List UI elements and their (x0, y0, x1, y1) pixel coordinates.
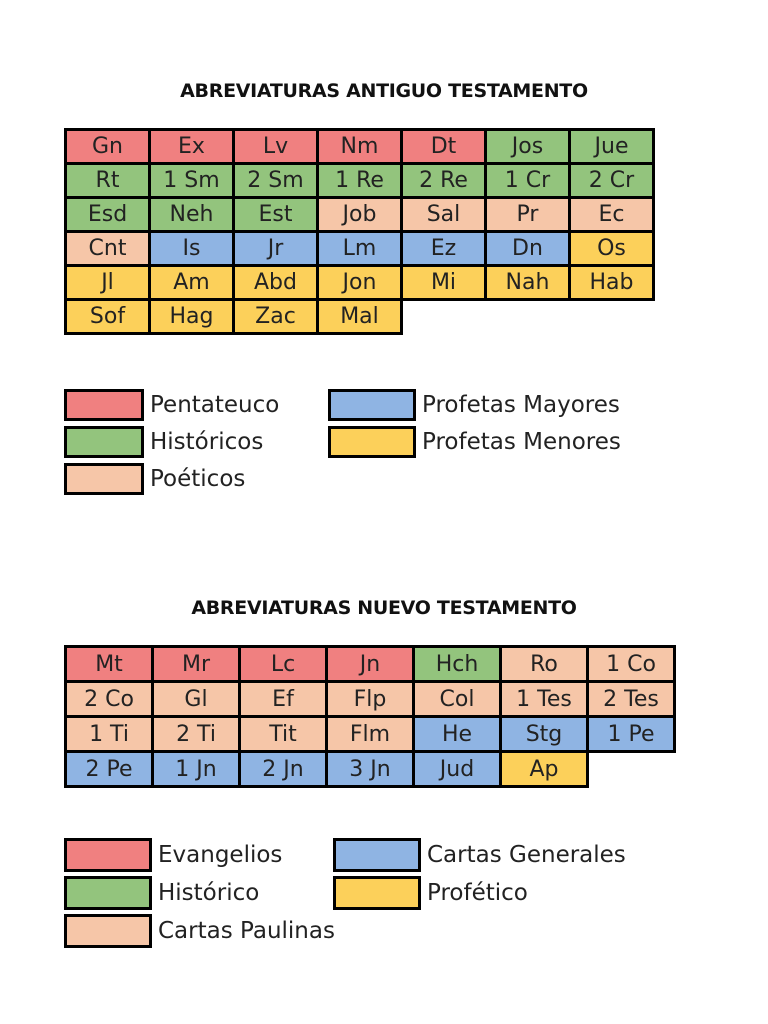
nt-cell: 3 Jn (327, 752, 414, 787)
ot-cell: Dt (402, 130, 486, 164)
ot-cell: Hag (150, 300, 234, 334)
nt-cell: Col (414, 682, 501, 717)
legend-swatch-cartas-generales (333, 838, 421, 872)
nt-cell: 1 Tes (501, 682, 588, 717)
ot-cell: Rt (66, 164, 150, 198)
nt-cell: 2 Ti (153, 717, 240, 752)
ot-cell: Mi (402, 266, 486, 300)
legend-swatch-profetas-mayores (328, 389, 416, 421)
ot-cell: Esd (66, 198, 150, 232)
ot-cell: Cnt (66, 232, 150, 266)
ot-cell: Est (234, 198, 318, 232)
ot-cell: Jon (318, 266, 402, 300)
legend-swatch-cartas-paulinas (64, 914, 152, 948)
legend-historicos (64, 426, 263, 458)
ot-cell: Pr (486, 198, 570, 232)
nt-cell: 1 Co (588, 647, 675, 682)
legend-swatch-pentateuco (64, 389, 144, 421)
ot-cell: Lv (234, 130, 318, 164)
legend-swatch-historico (64, 876, 152, 910)
ot-cell: 2 Cr (570, 164, 654, 198)
legend-profetico (333, 876, 528, 910)
nt-cell: Mt (66, 647, 153, 682)
legend-poeticos (64, 463, 245, 495)
ot-cell: Jue (570, 130, 654, 164)
ot-cell: Hab (570, 266, 654, 300)
nt-cell: 1 Jn (153, 752, 240, 787)
legend-profetas-menores (328, 426, 621, 458)
legend-pentateuco (64, 389, 279, 421)
nt-cell: Ap (501, 752, 588, 787)
legend-label-cartas-paulinas: Cartas Paulinas (158, 918, 335, 944)
old-testament-table (64, 128, 655, 335)
legend-historico (64, 876, 259, 910)
nt-row (66, 752, 675, 787)
ot-row (66, 164, 654, 198)
nt-cell: Ro (501, 647, 588, 682)
ot-empty-cell (402, 300, 486, 334)
nt-cell: Flp (327, 682, 414, 717)
legend-label-profetas-mayores: Profetas Mayores (422, 392, 620, 418)
ot-cell: Ex (150, 130, 234, 164)
ot-cell: Ec (570, 198, 654, 232)
legend-swatch-profetico (333, 876, 421, 910)
legend-label-historicos: Históricos (150, 429, 264, 455)
ot-cell: Sal (402, 198, 486, 232)
nt-cell: 1 Pe (588, 717, 675, 752)
ot-cell: Neh (150, 198, 234, 232)
legend-swatch-evangelios (64, 838, 152, 872)
legend-evangelios (64, 838, 282, 872)
nt-cell: Lc (240, 647, 327, 682)
nt-cell: Jn (327, 647, 414, 682)
nt-cell: Tit (240, 717, 327, 752)
nt-cell: Gl (153, 682, 240, 717)
nt-cell: 2 Co (66, 682, 153, 717)
ot-cell: 1 Sm (150, 164, 234, 198)
ot-cell: Gn (66, 130, 150, 164)
ot-cell: Nm (318, 130, 402, 164)
ot-cell: 1 Re (318, 164, 402, 198)
legend-label-pentateuco: Pentateuco (150, 392, 280, 418)
ot-row (66, 232, 654, 266)
legend-cartas-generales (333, 838, 626, 872)
ot-cell: 1 Cr (486, 164, 570, 198)
nt-cell: 1 Ti (66, 717, 153, 752)
nt-cell: Ef (240, 682, 327, 717)
nt-cell: 2 Jn (240, 752, 327, 787)
legend-swatch-poeticos (64, 463, 144, 495)
ot-cell: Os (570, 232, 654, 266)
legend-profetas-mayores (328, 389, 620, 421)
legend-swatch-historicos (64, 426, 144, 458)
new-testament-title: ABREVIATURAS NUEVO TESTAMENTO (191, 597, 577, 619)
nt-cell: Mr (153, 647, 240, 682)
ot-row (66, 300, 654, 334)
ot-row (66, 266, 654, 300)
legend-swatch-profetas-menores (328, 426, 416, 458)
old-testament-title: ABREVIATURAS ANTIGUO TESTAMENTO (180, 80, 588, 102)
ot-cell: Jos (486, 130, 570, 164)
ot-cell: Zac (234, 300, 318, 334)
nt-empty-cell (588, 752, 675, 787)
ot-cell: Jl (66, 266, 150, 300)
ot-cell: Job (318, 198, 402, 232)
legend-label-historico: Histórico (158, 880, 260, 906)
legend-label-poeticos: Poéticos (150, 466, 246, 492)
legend-label-cartas-generales: Cartas Generales (427, 842, 626, 868)
nt-cell: Stg (501, 717, 588, 752)
ot-cell: Jr (234, 232, 318, 266)
nt-row (66, 647, 675, 682)
ot-cell: Dn (486, 232, 570, 266)
nt-cell: 2 Tes (588, 682, 675, 717)
legend-label-profetas-menores: Profetas Menores (422, 429, 621, 455)
ot-cell: Ez (402, 232, 486, 266)
ot-cell: Mal (318, 300, 402, 334)
ot-cell: Is (150, 232, 234, 266)
ot-empty-cell (570, 300, 654, 334)
new-testament-table (64, 645, 676, 788)
legend-cartas-paulinas (64, 914, 335, 948)
ot-cell: Nah (486, 266, 570, 300)
nt-cell: Flm (327, 717, 414, 752)
ot-cell: Sof (66, 300, 150, 334)
nt-row (66, 682, 675, 717)
ot-cell: Abd (234, 266, 318, 300)
legend-label-profetico: Profético (427, 880, 528, 906)
legend-label-evangelios: Evangelios (158, 842, 283, 868)
nt-row (66, 717, 675, 752)
nt-cell: He (414, 717, 501, 752)
nt-cell: Jud (414, 752, 501, 787)
ot-row (66, 198, 654, 232)
ot-cell: 2 Sm (234, 164, 318, 198)
nt-cell: 2 Pe (66, 752, 153, 787)
ot-cell: Lm (318, 232, 402, 266)
ot-row (66, 130, 654, 164)
nt-cell: Hch (414, 647, 501, 682)
ot-cell: 2 Re (402, 164, 486, 198)
ot-empty-cell (486, 300, 570, 334)
ot-cell: Am (150, 266, 234, 300)
